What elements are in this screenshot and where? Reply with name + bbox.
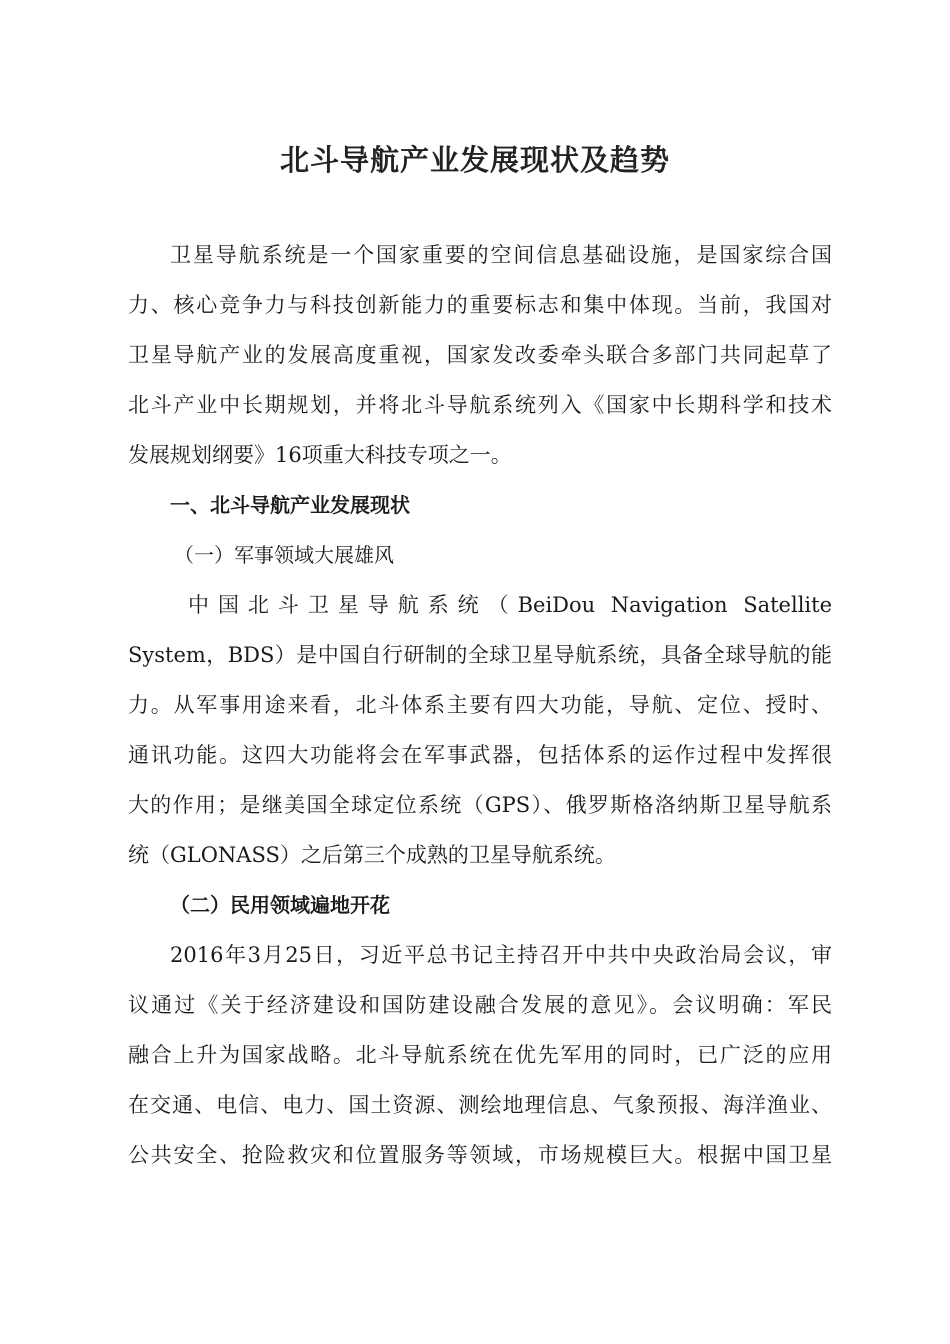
paragraph-line: 在交通、电信、电力、国土资源、测绘地理信息、气象预报、海洋渔业、 — [128, 1093, 832, 1117]
paragraph-line: 卫星导航产业的发展高度重视，国家发改委牵头联合多部门共同起草了 — [128, 343, 832, 367]
subsection-heading: （二）民用领域遍地开花 — [170, 893, 390, 917]
paragraph-line: 通讯功能。这四大功能将会在军事武器，包括体系的运作过程中发挥很 — [128, 743, 832, 767]
page-title: 北斗导航产业发展现状及趋势 — [279, 143, 670, 177]
paragraph-line: System，BDS）是中国自行研制的全球卫星导航系统，具备全球导航的能 — [128, 643, 832, 667]
paragraph-line: 力、核心竞争力与科技创新能力的重要标志和集中体现。当前，我国对 — [128, 293, 832, 317]
paragraph-line: 议通过《关于经济建设和国防建设融合发展的意见》。会议明确：军民 — [128, 993, 832, 1017]
subsection-heading: （一）军事领域大展雄风 — [174, 543, 394, 567]
paragraph-line: 大的作用；是继美国全球定位系统（GPS）、俄罗斯格洛纳斯卫星导航系 — [128, 793, 832, 817]
paragraph-line: 力。从军事用途来看，北斗体系主要有四大功能，导航、定位、授时、 — [128, 693, 832, 717]
paragraph-line: 北斗产业中长期规划，并将北斗导航系统列入《国家中长期科学和技术 — [128, 393, 832, 417]
paragraph-line: 公共安全、抢险救灾和位置服务等领域，市场规模巨大。根据中国卫星 — [128, 1143, 832, 1167]
paragraph-line: 统（GLONASS）之后第三个成熟的卫星导航系统。 — [128, 843, 616, 867]
paragraph-line: 卫星导航系统是一个国家重要的空间信息基础设施，是国家综合国 — [170, 243, 832, 267]
paragraph-line: 融合上升为国家战略。北斗导航系统在优先军用的同时，已广泛的应用 — [128, 1043, 832, 1067]
section-heading: 一、北斗导航产业发展现状 — [170, 493, 410, 517]
paragraph-line: 2016年3月25日，习近平总书记主持召开中共中央政治局会议，审 — [170, 943, 832, 967]
paragraph-line: 中国北斗卫星导航系统（BeiDou Navigation Satellite — [188, 593, 832, 617]
paragraph-line: 发展规划纲要》16项重大科技专项之一。 — [128, 443, 512, 467]
